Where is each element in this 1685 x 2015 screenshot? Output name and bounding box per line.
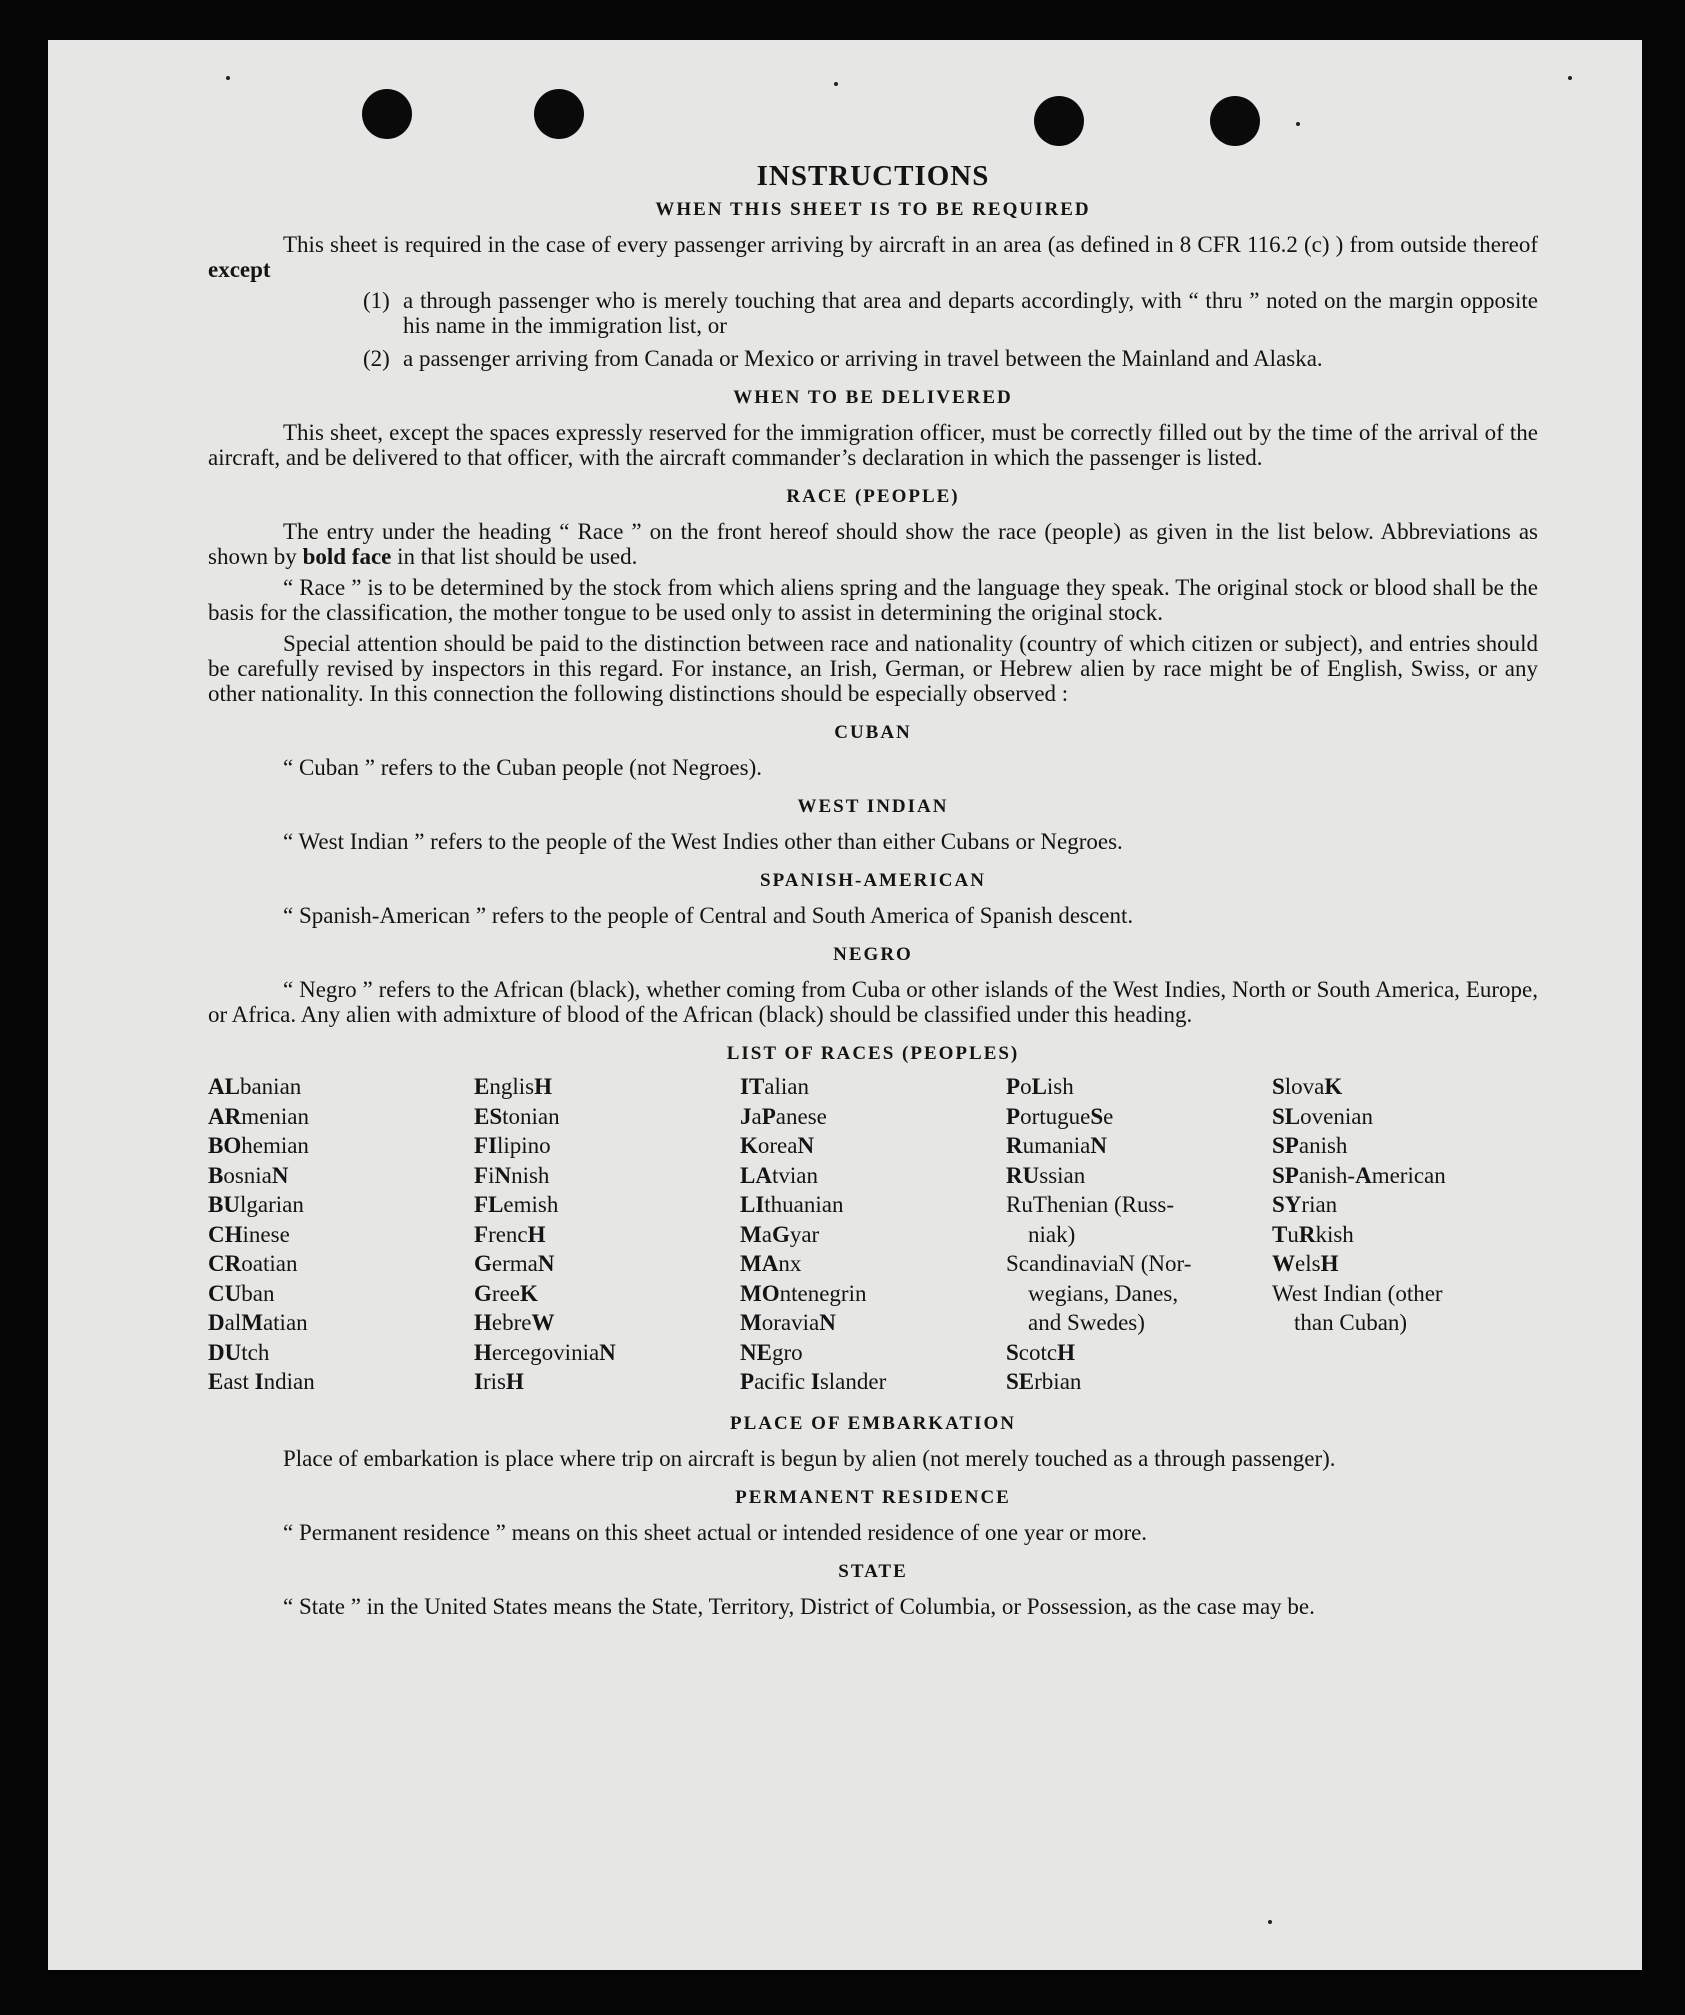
section-heading-delivered: WHEN TO BE DELIVERED: [733, 387, 1013, 408]
document-sheet: [48, 40, 1642, 1970]
race-paragraph-c: in that list should be used.: [397, 544, 638, 569]
required-except: except: [208, 257, 271, 282]
exception-text: a through passenger who is merely touching that area and departs accordingly, with “ thru ” noted on the margin opposite his name in the immigration list, or: [403, 288, 1538, 338]
state-text: “ State ” in the United States means the State, Territory, District of Columbia, or Possession, as the case may be.: [283, 1593, 1315, 1619]
race-entry: WelsH: [1272, 1251, 1339, 1276]
race-entry: FLemish: [474, 1192, 559, 1217]
races-column: [1006, 1072, 1272, 1397]
section-heading-spanish-american: SPANISH-AMERICAN: [760, 870, 986, 891]
section-heading-embarkation: PLACE OF EMBARKATION: [730, 1412, 1016, 1434]
punch-hole: [534, 89, 584, 139]
race-entry: CRoatian: [208, 1251, 298, 1276]
exception-number: (2): [363, 346, 390, 371]
race-entry: SlovaK: [1272, 1074, 1343, 1099]
exception-item: [363, 346, 1538, 371]
race-distinction: Special attention should be paid to the distinction between race and nationality (country of which citizen or subject), and entries should be carefully revised by inspectors in this regard. For instance, an Irish, German, or Hebrew alien by race might be of English, Swiss, or any other nationality. In this connection the following distinctions should be especially observed :: [208, 631, 1538, 706]
race-entry: EStonian: [474, 1103, 560, 1129]
race-entry: West Indian (other: [1272, 1280, 1443, 1306]
punch-hole: [1034, 96, 1084, 146]
race-entry: LAtvian: [740, 1162, 818, 1188]
races-column: [208, 1072, 474, 1397]
dust-speck: [834, 82, 838, 86]
west-indian-text: “ West Indian ” refers to the people of the West Indies other than either Cubans or Negroes.: [283, 829, 1123, 854]
race-definition: “ Race ” is to be determined by the stock from which aliens spring and the language they speak. The original stock or blood shall be the basis for the classification, the mother tongue to be used only to assist in determining the original stock.: [208, 575, 1538, 625]
section-heading-state: STATE: [838, 1560, 908, 1582]
race-entry: GermaN: [474, 1251, 555, 1276]
dust-speck: [226, 76, 230, 80]
race-entry: ARmenian: [208, 1103, 309, 1129]
dust-speck: [1568, 76, 1572, 80]
race-entry: HercegoviniaN: [474, 1339, 616, 1365]
dust-speck: [1296, 122, 1300, 126]
section-heading-west-indian: WEST INDIAN: [797, 796, 949, 817]
race-entry: than Cuban): [1294, 1310, 1408, 1335]
race-entry: FrencH: [474, 1221, 546, 1247]
section-heading-required: WHEN THIS SHEET IS TO BE REQUIRED: [655, 199, 1091, 220]
race-entry: LIthuanian: [740, 1192, 844, 1217]
race-entry: DUtch: [208, 1339, 270, 1365]
negro-text: “ Negro ” refers to the African (black), whether coming from Cuba or other islands of the West Indies, North or South America, Europe, or Africa. Any alien with admixture of blood of the African (black) should be classified under this heading.: [208, 977, 1538, 1027]
race-entry: niak): [1028, 1221, 1076, 1247]
races-column: [1272, 1072, 1502, 1397]
race-entry: and Swedes): [1028, 1310, 1145, 1335]
page-title: INSTRUCTIONS: [756, 160, 990, 192]
race-entry: PortugueSe: [1006, 1103, 1114, 1129]
section-heading-cuban: CUBAN: [834, 722, 912, 743]
race-entry: wegians, Danes,: [1028, 1280, 1179, 1306]
punch-hole: [1210, 96, 1260, 146]
exception-text: a passenger arriving from Canada or Mexico or arriving in travel between the Mainland and Alaska.: [403, 346, 1323, 371]
race-entry: RUssian: [1006, 1162, 1086, 1188]
cuban-text: “ Cuban ” refers to the Cuban people (not Negroes).: [283, 755, 763, 780]
dust-speck: [1268, 1920, 1272, 1924]
exception-number: (1): [363, 288, 390, 313]
race-entry: KoreaN: [740, 1133, 815, 1158]
race-entry: SYrian: [1272, 1192, 1338, 1217]
race-entry: DalMatian: [208, 1310, 308, 1335]
race-entry: BOhemian: [208, 1133, 309, 1158]
delivered-text: This sheet, except the spaces expressly reserved for the immigration officer, must be correctly filled out by the time of the arrival of the aircraft, and be delivered to that officer, with the aircraft commander’s declaration in which the passenger is listed.: [208, 420, 1538, 470]
section-heading-race: RACE (PEOPLE): [786, 486, 960, 507]
race-entry: HebreW: [474, 1310, 555, 1335]
race-entry: CUban: [208, 1280, 275, 1306]
instructions-body: [208, 160, 1538, 1625]
race-entry: ScotcH: [1006, 1339, 1075, 1365]
race-entry: EnglisH: [474, 1074, 552, 1099]
race-entry: SPanish: [1272, 1133, 1348, 1158]
race-entry: SLovenian: [1272, 1103, 1373, 1129]
race-paragraph: [208, 519, 1538, 569]
race-entry: PoLish: [1006, 1074, 1074, 1099]
race-entry: JaPanese: [740, 1103, 827, 1129]
required-intro-text: This sheet is required in the case of every passenger arriving by aircraft in an area (as defined in 8 CFR 116.2 (c) ) from outside thereof: [283, 232, 1538, 257]
race-entry: RumaniaN: [1006, 1133, 1107, 1158]
race-paragraph-a: The entry under the heading “ Race ” on the front hereof should show the race (people) as given in the list below. Abbreviations as shown by: [208, 519, 1538, 569]
race-entry: ScandinaviaN (Nor-: [1006, 1251, 1192, 1276]
race-entry: MOntenegrin: [740, 1280, 867, 1306]
race-entry: MAnx: [740, 1251, 802, 1276]
race-entry: MoraviaN: [740, 1310, 836, 1335]
race-bold-face: bold face: [302, 544, 392, 569]
races-column: [474, 1072, 740, 1397]
section-heading-residence: PERMANENT RESIDENCE: [735, 1486, 1011, 1508]
race-entry: ITalian: [740, 1074, 809, 1099]
race-entry: East Indian: [208, 1369, 315, 1394]
race-entry: FiNnish: [474, 1162, 550, 1188]
race-entry: BUlgarian: [208, 1192, 304, 1217]
section-heading-negro: NEGRO: [833, 944, 913, 965]
races-list: [208, 1072, 1538, 1397]
race-entry: GreeK: [474, 1280, 538, 1306]
exception-item: [363, 288, 1538, 338]
race-entry: IrisH: [474, 1369, 524, 1394]
race-entry: CHinese: [208, 1221, 290, 1247]
spanish-american-text: “ Spanish-American ” refers to the people of Central and South America of Spanish descent.: [283, 903, 1134, 928]
required-intro: [208, 232, 1538, 282]
race-entry: RuThenian (Russ-: [1006, 1192, 1175, 1217]
punch-hole: [362, 89, 412, 139]
race-entry: TuRkish: [1272, 1221, 1354, 1247]
section-heading-races-list: LIST OF RACES (PEOPLES): [726, 1043, 1020, 1064]
race-entry: FIlipino: [474, 1133, 551, 1158]
race-entry: ALbanian: [208, 1074, 302, 1099]
race-entry: BosniaN: [208, 1162, 289, 1188]
race-entry: SPanish-American: [1272, 1162, 1446, 1188]
embarkation-text: Place of embarkation is place where trip on aircraft is begun by alien (not merely touched as a through passenger).: [283, 1445, 1336, 1471]
race-entry: Pacific Islander: [740, 1369, 887, 1394]
race-entry: NEgro: [740, 1339, 803, 1365]
races-column: [740, 1072, 1006, 1397]
race-entry: SErbian: [1006, 1369, 1082, 1394]
race-entry: MaGyar: [740, 1221, 820, 1247]
residence-text: “ Permanent residence ” means on this sheet actual or intended residence of one year or more.: [283, 1519, 1148, 1545]
